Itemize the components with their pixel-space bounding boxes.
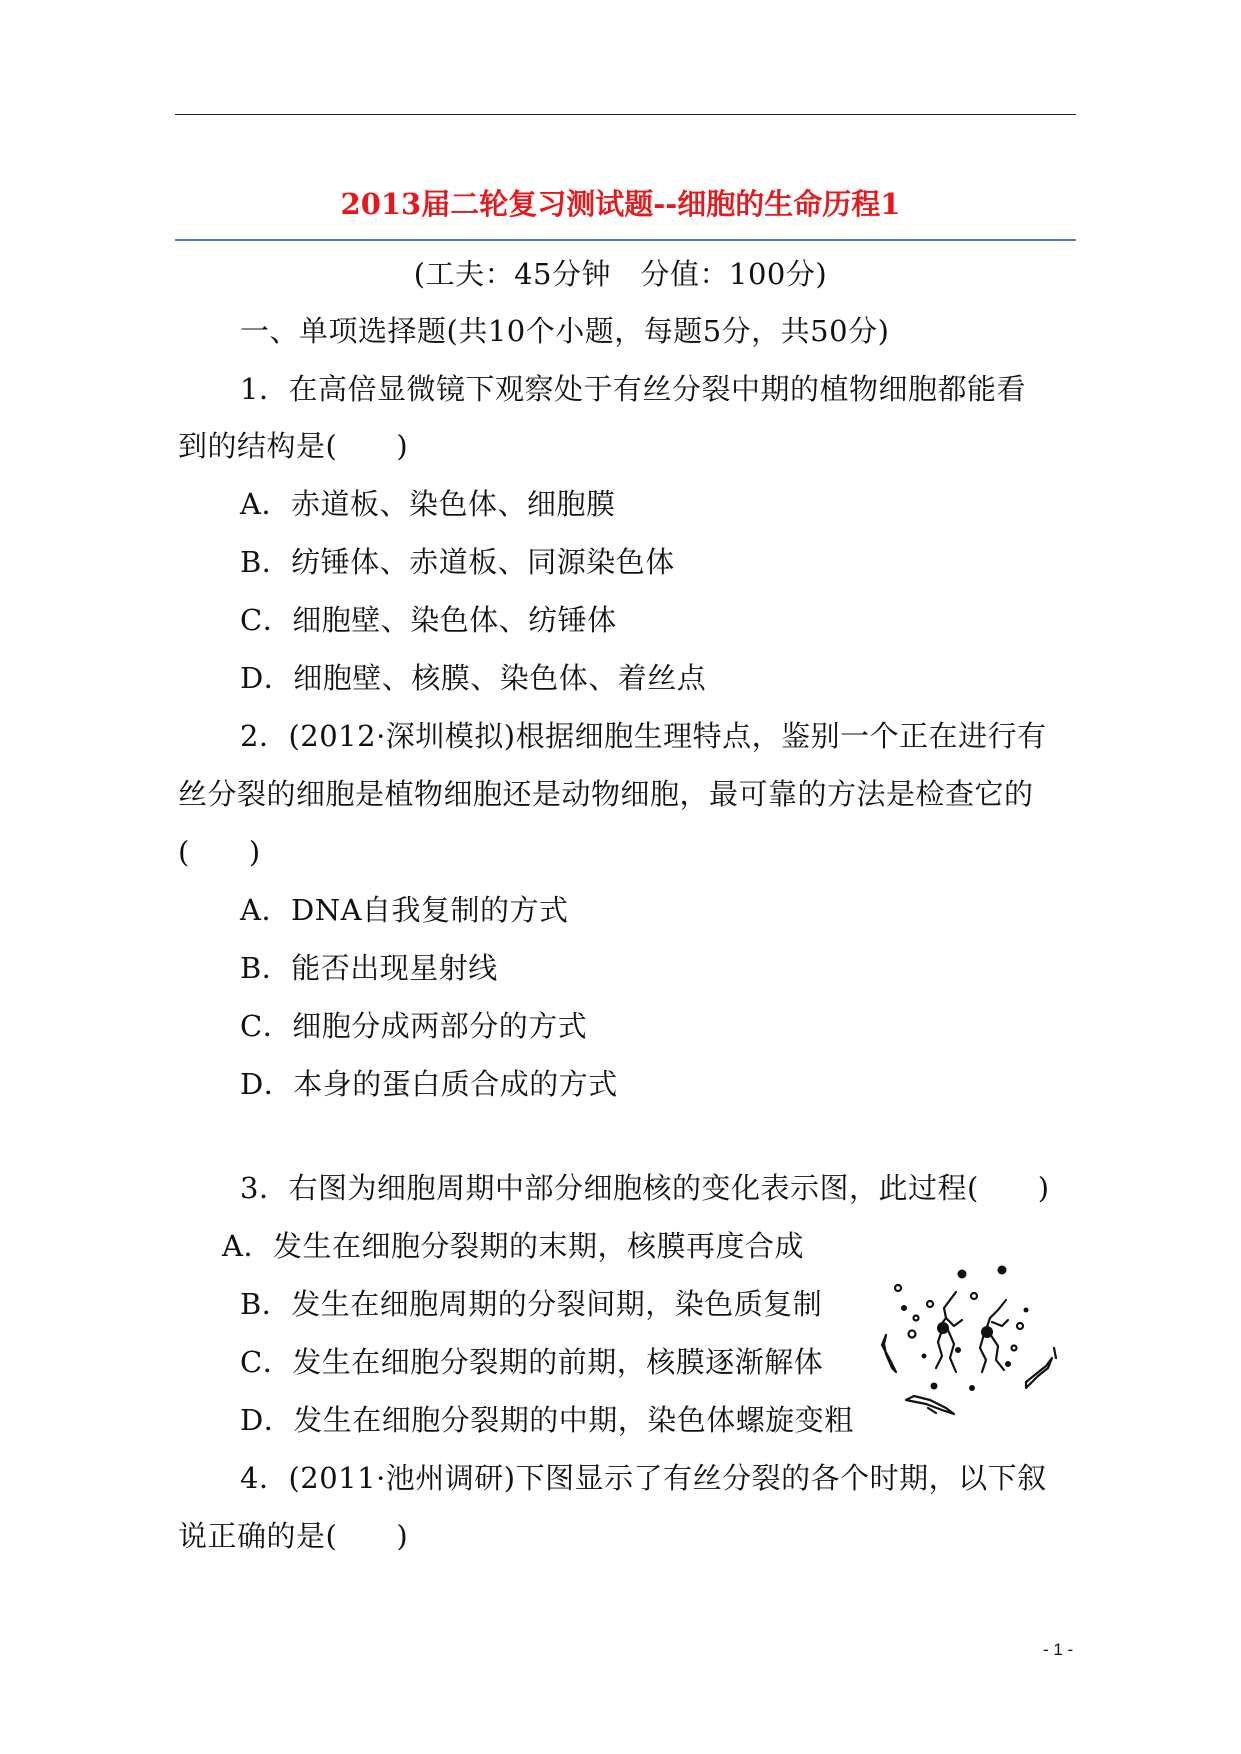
- q1-option-a: A．赤道板、染色体、细胞膜: [240, 487, 616, 521]
- q2-option-a: A．DNA自我复制的方式: [240, 893, 569, 927]
- q2-option-b: B．能否出现星射线: [240, 951, 498, 985]
- document-title: 2013届二轮复习测试题--细胞的生命历程1: [340, 187, 901, 221]
- q1-option-b: B．纺锤体、赤道板、同源染色体: [240, 545, 675, 579]
- q2-option-d: D．本身的蛋白质合成的方式: [240, 1067, 618, 1101]
- q3-option-c: C．发生在细胞分裂期的前期，核膜逐渐解体: [240, 1345, 824, 1379]
- q1-stem-line-2: 到的结构是( ): [178, 429, 409, 463]
- q4-stem-line-1: 4．(2011·池州调研)下图显示了有丝分裂的各个时期，以下叙: [240, 1461, 1047, 1495]
- page-number: - 1 -: [1043, 1640, 1074, 1659]
- q2-option-c: C．细胞分成两部分的方式: [240, 1009, 588, 1043]
- q3-option-b: B．发生在细胞周期的分裂间期，染色质复制: [240, 1287, 823, 1321]
- q3-option-a: A．发生在细胞分裂期的末期，核膜再度合成: [222, 1229, 804, 1263]
- q2-stem-line-3: ( ): [178, 835, 261, 869]
- section-heading: 一、单项选择题(共10个小题，每题5分，共50分): [240, 314, 890, 348]
- q1-option-d: D．细胞壁、核膜、染色体、着丝点: [240, 661, 707, 695]
- q1-option-c: C．细胞壁、染色体、纺锤体: [240, 603, 617, 637]
- header-rule: [175, 114, 1076, 115]
- cell-nucleus-figure: [876, 1260, 1066, 1416]
- exam-meta: (工夫：45分钟 分值：100分): [413, 257, 828, 291]
- title-underline: [175, 239, 1076, 241]
- q1-stem-line-1: 1．在高倍显微镜下观察处于有丝分裂中期的植物细胞都能看: [240, 372, 1026, 406]
- q2-stem-line-2: 丝分裂的细胞是植物细胞还是动物细胞，最可靠的方法是检查它的: [178, 777, 1034, 811]
- q4-stem-line-2: 说正确的是( ): [178, 1519, 409, 1553]
- q2-stem-line-1: 2．(2012·深圳模拟)根据细胞生理特点，鉴别一个正在进行有: [240, 719, 1047, 753]
- q3-stem-line-1: 3．右图为细胞周期中部分细胞核的变化表示图，此过程( ): [240, 1171, 1050, 1205]
- q3-option-d: D．发生在细胞分裂期的中期，染色体螺旋变粗: [240, 1403, 854, 1437]
